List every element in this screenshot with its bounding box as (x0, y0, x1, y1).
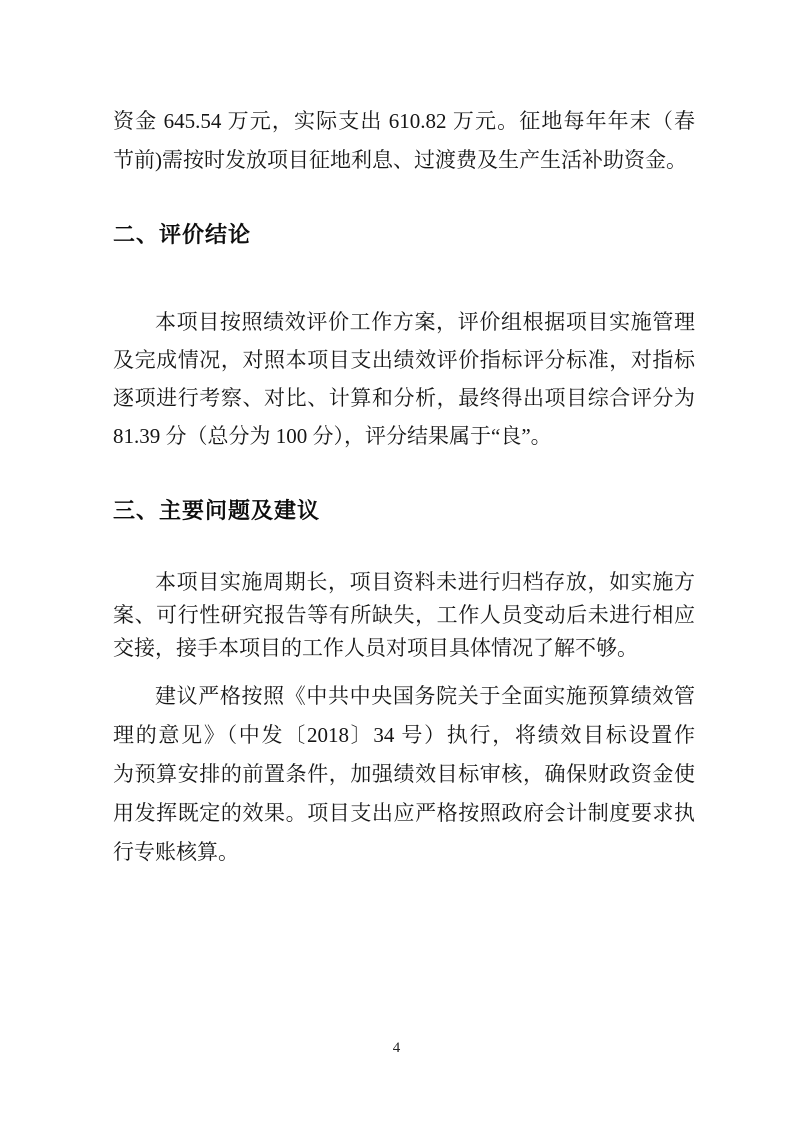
paragraph-intro (113, 102, 695, 180)
paragraph-line: 节前)需按时发放项目征地利息、过渡费及生产生活补助资金。 (113, 148, 687, 172)
paragraph-line: 本项目实施周期长，项目资料未进行归档存放，如实施方 (155, 570, 695, 594)
paragraph-line: 用发挥既定的效果。项目支出应严格按照政府会计制度要求执 (113, 801, 695, 825)
paragraph-line: 逐项进行考察、对比、计算和分析，最终得出项目综合评分为 (113, 386, 695, 410)
paragraph-line: 为预算安排的前置条件，加强绩效目标审核，确保财政资金使 (113, 762, 695, 786)
paragraph-line: 案、可行性研究报告等有所缺失，工作人员变动后未进行相应 (113, 603, 695, 627)
section-heading-problems: 三、主要问题及建议 (113, 498, 321, 523)
paragraph-line: 交接，接手本项目的工作人员对项目具体情况了解不够。 (113, 636, 638, 660)
paragraph-line: 建议严格按照《中共中央国务院关于全面实施预算绩效管 (155, 684, 695, 708)
section-heading-conclusion: 二、评价结论 (113, 222, 252, 247)
paragraph-line: 行专账核算。 (113, 840, 239, 864)
paragraph-line: 资金 645.54 万元，实际支出 610.82 万元。征地每年年末（春 (113, 109, 695, 133)
paragraph-suggestions (113, 677, 695, 872)
paragraph-line: 本项目按照绩效评价工作方案，评价组根据项目实施管理 (155, 310, 695, 334)
page-number: 4 (392, 1040, 401, 1056)
paragraph-problems (113, 566, 695, 665)
paragraph-line: 理的意见》（中发〔2018〕34 号）执行，将绩效目标设置作 (113, 723, 695, 747)
paragraph-conclusion (113, 303, 695, 455)
paragraph-line: 81.39 分（总分为 100 分），评分结果属于“良”。 (113, 424, 552, 448)
paragraph-line: 及完成情况，对照本项目支出绩效评价指标评分标准，对指标 (113, 348, 695, 372)
